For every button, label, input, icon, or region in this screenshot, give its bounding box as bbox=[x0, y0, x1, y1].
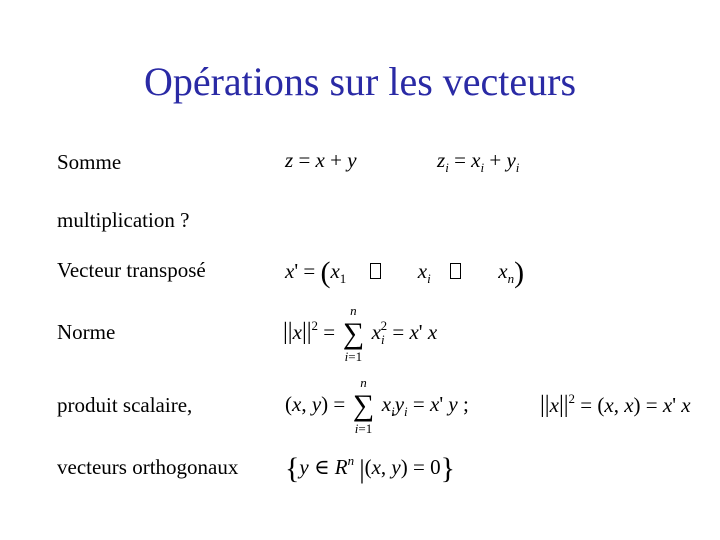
sum-symbol: n ∑ i=1 bbox=[342, 303, 365, 364]
label-norme: Norme bbox=[57, 320, 116, 344]
label-multiplication: multiplication ? bbox=[57, 208, 190, 232]
formula-norm: $||x||^2$ = n ∑ i=1 $x_i^2 = x'$ x bbox=[283, 303, 438, 364]
label-produit-scalaire: produit scalaire, bbox=[57, 393, 193, 417]
placeholder-box-icon bbox=[370, 263, 381, 279]
formula-sum-vector: z = x + y bbox=[285, 148, 357, 172]
formula-sum-component: $z_i = x_i + y_i$ bbox=[437, 148, 520, 175]
label-vecteur-transpose: Vecteur transposé bbox=[57, 258, 206, 282]
slide-title: Opérations sur les vecteurs bbox=[143, 59, 577, 104]
label-vecteurs-orthogonaux: vecteurs orthogonaux bbox=[57, 455, 239, 479]
formula-dot-product: (x, y) = n ∑ i=1 $x_iy_i = x'$ y ; bbox=[285, 375, 469, 436]
sum-symbol: n ∑ i=1 bbox=[352, 375, 375, 436]
label-somme: Somme bbox=[57, 150, 122, 174]
formula-orthogonal: {y ∈ $R^n$ |(x, y) = 0} bbox=[285, 452, 455, 485]
formula-norm-dot: $||x||^2 = (x$, x) = x' x bbox=[540, 391, 691, 418]
placeholder-box-icon bbox=[450, 263, 461, 279]
formula-transpose: $x' = (x_1$ $x_i$ $x_n$) bbox=[285, 256, 525, 289]
